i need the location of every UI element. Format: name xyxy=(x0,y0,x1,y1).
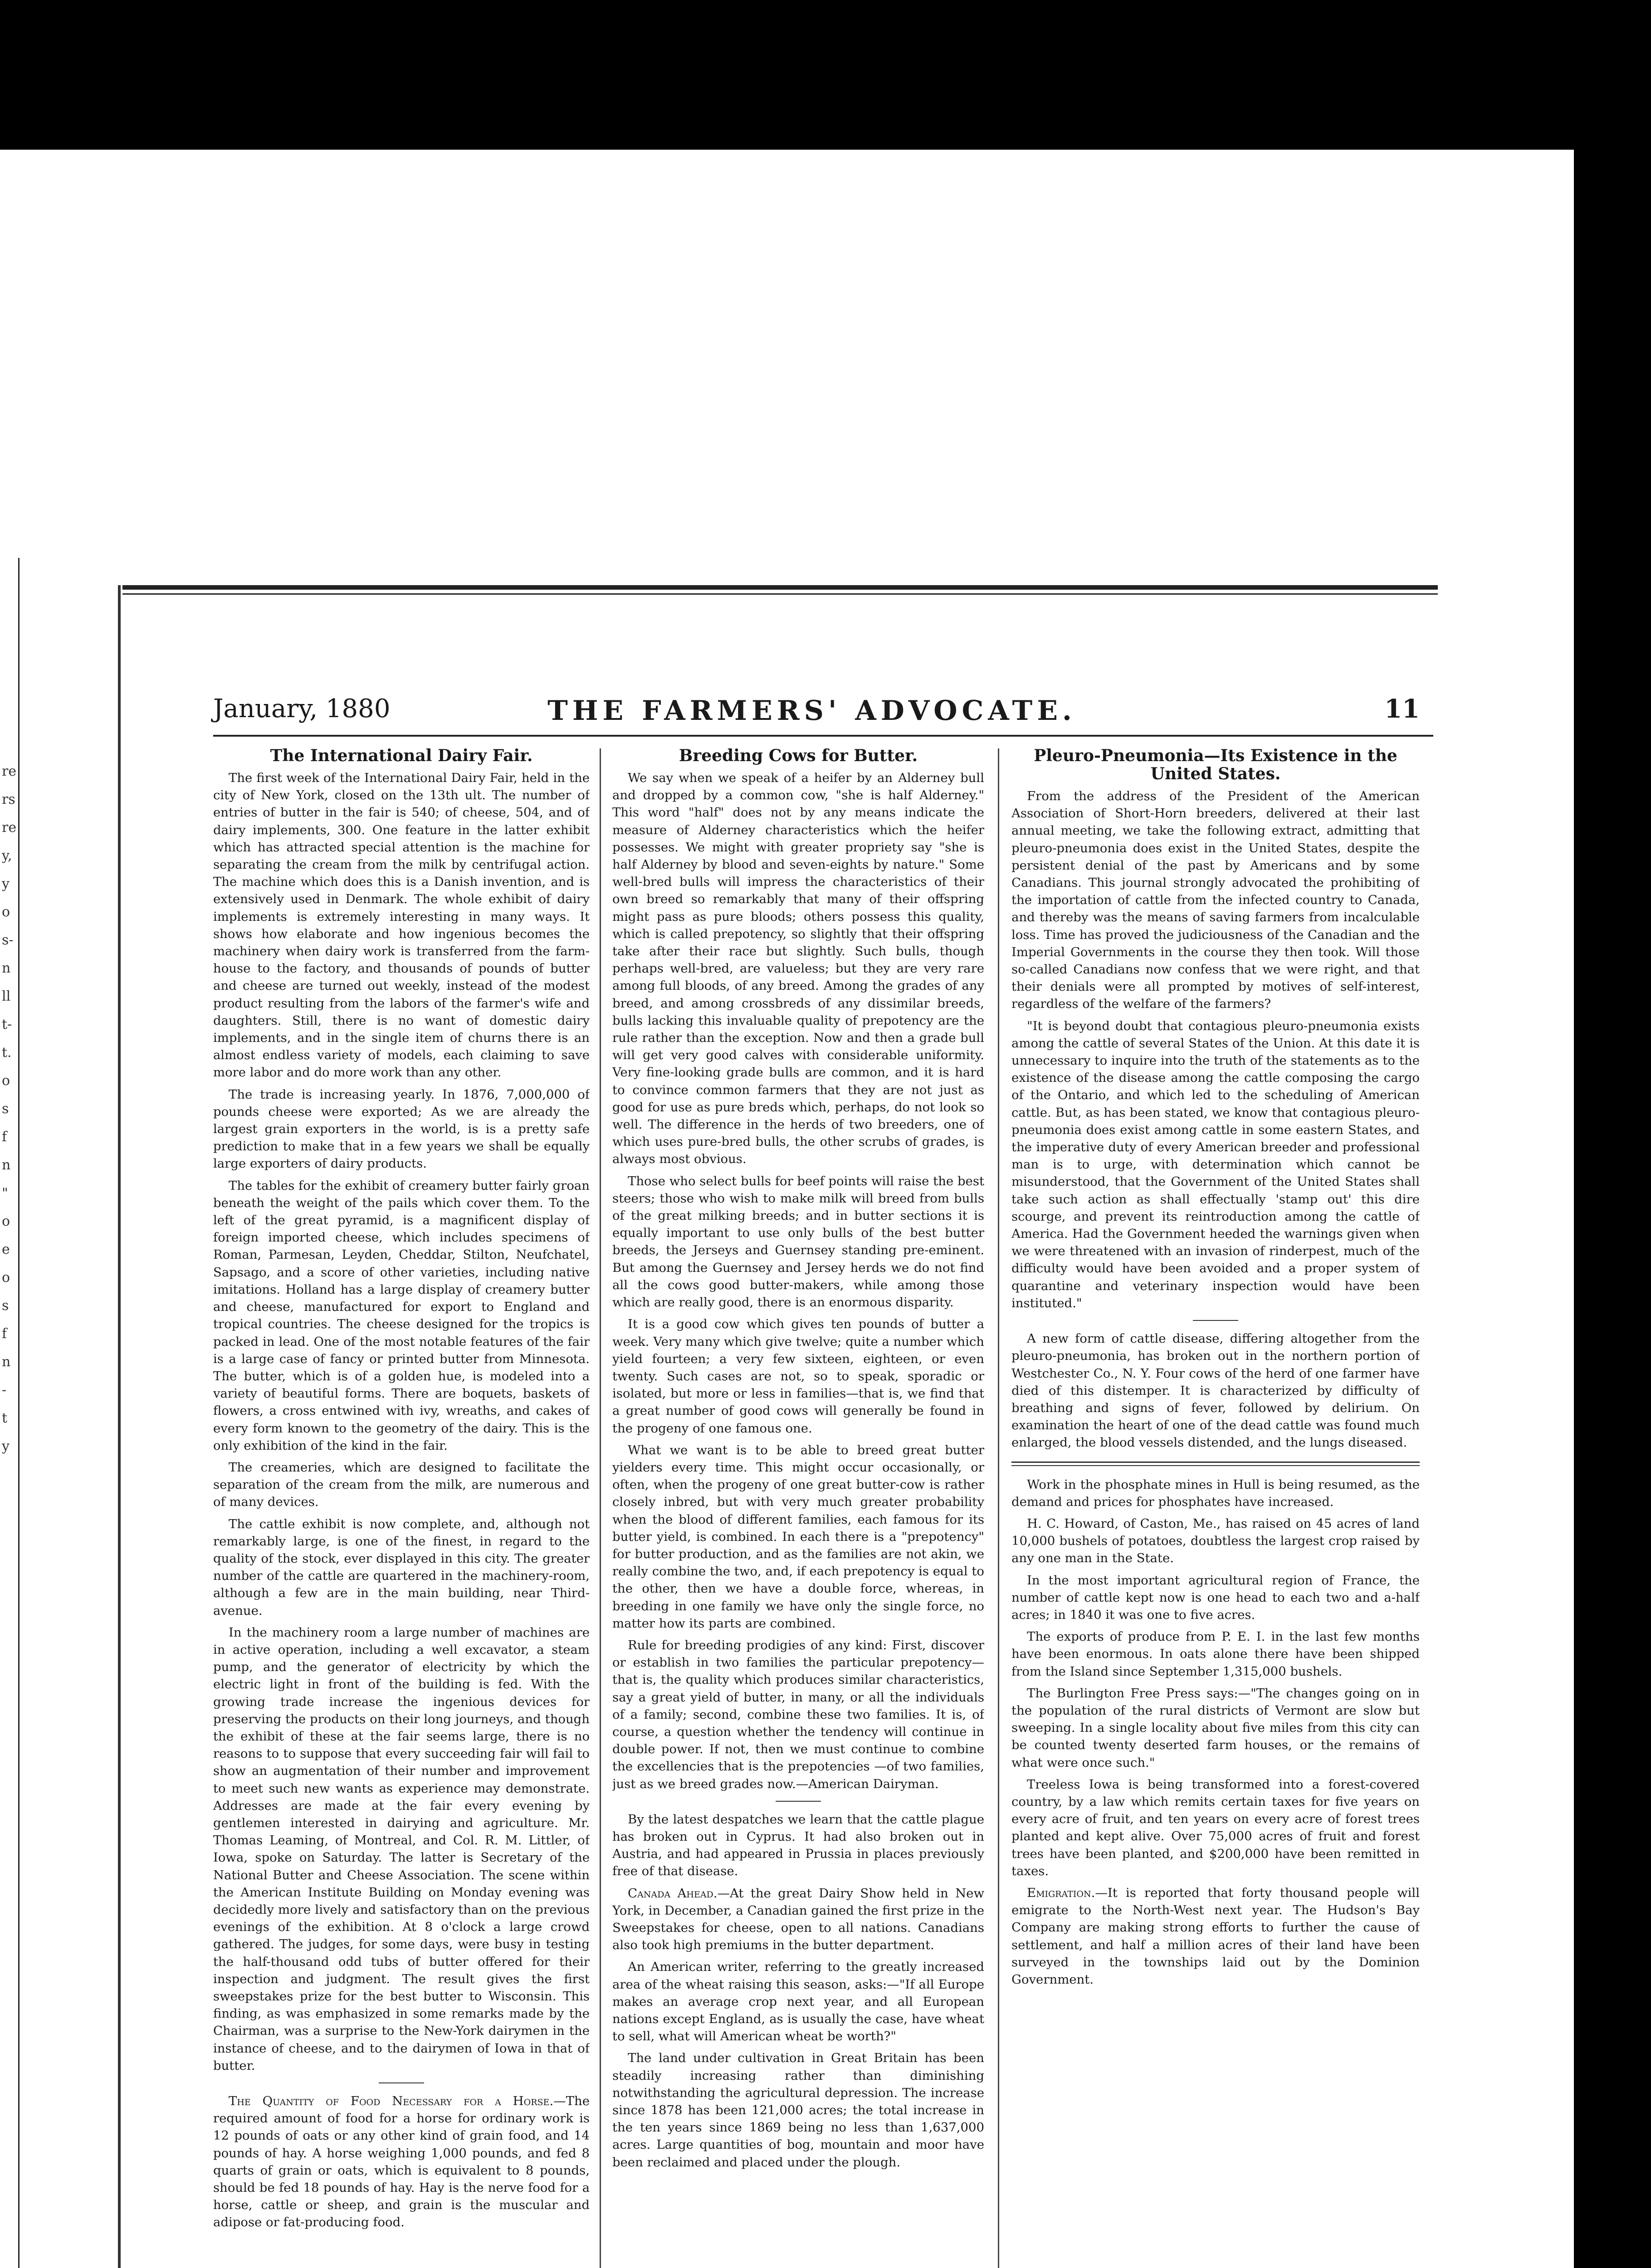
masthead xyxy=(213,694,1429,730)
margin-fragment: re xyxy=(2,820,17,836)
column-2 xyxy=(612,744,984,2268)
margin-fragment: y xyxy=(2,1438,10,1454)
divider xyxy=(379,2082,424,2083)
article-heading: Breeding Cows for Butter. xyxy=(679,746,918,765)
margin-fragment: re xyxy=(2,763,17,779)
article-paragraph xyxy=(213,2092,590,2231)
divider xyxy=(1193,1320,1238,1321)
article-paragraph: Rule for breeding prodigies of any kind: First, discover or establish in two families the particular prepotency—that is, the quality which produces similar characteristics, say a great yield of butter, in many, or all the individuals of a family; second, combine these two families. It is, of course, a question whether the tendency will continue in double power. If not, then we must continue to combine the excellencies that is the prepotencies —of two families, just as we breed grades now.—American Dairyman. xyxy=(612,1637,984,1791)
margin-fragment: e xyxy=(2,1242,10,1257)
margin-fragment: o xyxy=(2,904,10,920)
article-paragraph: What we want is to be able to breed great butter yielders every time. This might occur occasionally, or often, when the progeny of one great butter-cow is rather closely inbred, but with very much greater probability when the blood of different families, each famous for its butter yield, is combined. In each there is a "prepotency" for butter production, and as the families are not akin, we really combine the two, and, if each prepotency is equal to the other, then we have a double force, whereas, in breeding in one family we have only the single force, no matter how its parts are combined. xyxy=(612,1442,984,1631)
double-divider xyxy=(1011,1461,1420,1466)
margin-fragment: f xyxy=(2,1129,7,1145)
top-rule xyxy=(122,585,1438,590)
article-text: —It is reported that forty thousand people will emigrate to the North-West next year. The Hudson's Bay Company are making strong efforts to further the cause of settlement, and half a million acres of their land have been surveyed in the townships laid out by the Dominion Government. xyxy=(1011,1885,1420,1987)
article-paragraph: From the address of the President of the American Association of Short-Horn breeders, delivered at their last annual meeting, we take the following extract, admitting that pleuro-pneumonia does exist in the United States, despite the persistent denial of the past by Americans and by some Canadians. This journal strongly advocated the prohibiting of the importation of cattle from the infected country to Canada, and thereby was the means of saving farmers from incalculable loss. Time has proved the judiciousness of the Canadian and the Imperial Governments in the course they then took. Will those so-called Canadians now confess that we were right, and that their denials were all prompted by motives of self-interest, regardless of the welfare of the farmers? xyxy=(1011,789,1420,1012)
margin-fragment: y xyxy=(2,876,10,892)
article-paragraph: The tables for the exhibit of creamery butter fairly groan beneath the weight of the pails which cover them. To the left of the great pyramid, is a magnificent display of foreign imported cheese, which includes specimens of Roman, Parmesan, Leyden, Cheddar, Stilton, Neufchatel, Sapsago, and a score of other varieties, including native imitations. Holland has a large display of creamery butter and cheese, manufactured for export to England and tropical countries. The cheese designed for the tropics is packed in lead. One of the most notable features of the fair is a large case of fancy or printed butter from Minnesota. The butter, which is of a golden hue, is modeled into a variety of beautiful forms. There are boquets, baskets of flowers, a cross entwined with ivy, wreaths, and cakes of every form known to the geometry of the dairy. This is the only exhibition of the kind in the fair. xyxy=(213,1178,590,1453)
scan-border-top xyxy=(0,0,1651,150)
margin-fragment: o xyxy=(2,1213,10,1229)
article-paragraph: "It is beyond doubt that contagious pleuro-pneumonia exists among the cattle of several States of the Union. At this date it is unnecessary to inquire into the truth of the statements as to the existence of the disease among the cattle composing the cargo of the Ontario, and which led to the scheduling of American cattle. But, as has been stated, we know that contagious pleuro-pneumonia does exist among cattle in some eastern States, and the imperative duty of every American breeder and professional man is to urge, with determination which cannot be misunderstood, that the Government of the United States shall take such action as shall effectually 'stamp out' this dire scourge, and prevent its reintroduction among the cattle of America. Had the Government heeded the warnings given when we were threatened with an invasion of rinderpest, much of the difficulty would have been avoided and a proper system of quarantine and veterinary inspection would have been instituted." xyxy=(1011,1018,1420,1310)
issue-date: January, 1880 xyxy=(213,694,391,723)
margin-fragment: - xyxy=(2,1382,7,1398)
article-paragraph: A new form of cattle disease, differing altogether from the pleuro-pneumonia, has broken out in the northern portion of Westchester Co., N. Y. Four cows of the herd of one farmer have died of this distemper. It is characterized by difficulty of breathing and signs of fever, followed by delirium. On examination the heart of one of the dead cattle was found much enlarged, the blood vessels distended, and the lungs diseased. xyxy=(1011,1331,1420,1450)
article-lead: Canada Ahead. xyxy=(628,1886,718,1901)
previous-page-margin-fragments xyxy=(2,758,15,1461)
article-paragraph: The Burlington Free Press says:—"The changes going on in the population of the rural districts of Vermont are slow but sweeping. In a single locality about five miles from this city can be counted twenty deserted farm houses, or the remains of what were once such." xyxy=(1011,1686,1420,1770)
margin-fragment: ll xyxy=(2,988,11,1004)
margin-fragment: n xyxy=(2,960,11,976)
article-paragraph: An American writer, referring to the greatly increased area of the wheat raising this season, asks:—"If all Europe makes an average crop next year, and all European nations except England, as is usually the case, have wheat to sell, what will American wheat be worth?" xyxy=(612,1960,984,2044)
article-heading: The International Dairy Fair. xyxy=(270,746,533,765)
margin-fragment: rs xyxy=(2,792,15,807)
margin-fragment: n xyxy=(2,1354,11,1370)
margin-fragment: " xyxy=(2,1185,8,1201)
newspaper-page xyxy=(122,585,1438,2268)
article-paragraph: H. C. Howard, of Caston, Me., has raised on 45 acres of land 10,000 bushels of potatoes, doubtless the largest crop raised by any one man in the State. xyxy=(1011,1516,1420,1566)
article-paragraph xyxy=(612,1885,984,1954)
article-lead: The Quantity of Food Necessary for a Horse. xyxy=(229,2094,554,2109)
page-number: 11 xyxy=(1384,694,1420,724)
article-paragraph: It is a good cow which gives ten pounds of butter a week. Very many which give twelve; quite a number which yield fourteen; a very few sixteen, eighteen, or even twenty. Such cases are not, so to speak, sporadic or isolated, but more or less in families—that is, we find that a great number of good cows will generally be found in the progeny of one famous one. xyxy=(612,1317,984,1436)
article-heading: Pleuro-Pneumonia—Its Existence in the United States. xyxy=(1034,746,1397,783)
article-paragraph: The creameries, which are designed to facilitate the separation of the cream from the milk, are numerous and of many devices. xyxy=(213,1460,590,1510)
margin-fragment: t xyxy=(2,1410,8,1426)
scan-border-right xyxy=(1574,0,1651,2268)
column-divider xyxy=(600,748,601,2268)
article-text: —The required amount of food for a horse for ordinary work is 12 pounds of oats or any other kind of grain food, and 14 pounds of hay. A horse weighing 1,000 pounds, and fed 8 quarts of grain or oats, which is equivalent to 8 pounds, should be fed 18 pounds of hay. Hay is the nerve food for a horse, cattle or sheep, and grain is the muscular and adipose or fat-producing food. xyxy=(213,2094,590,2230)
article-paragraph: In the machinery room a large number of machines are in active operation, including a well excavator, a steam pump, and the generator of electricity by which the electric light in front of the building is fed. With the growing trade increase the ingenious devices for preserving the products on their long journeys, and though the exhibit of these at the fair seems large, there is no reasons to to suppose that every succeeding fair will fail to show an augmentation of their number and improvement to meet such new wants as experience may demonstrate. Addresses are made at the fair every evening by gentlemen interested in dairying and agriculture. Mr. Thomas Leaming, of Montreal, and Col. R. M. Littler, of Iowa, spoke on Saturday. The latter is Secretary of the National Butter and Cheese Association. The scene within the American Institute Building on Monday evening was decidedly more lively and satisfactory than on the previous evenings of the exhibition. At 8 o'clock a large crowd gathered. The judges, for some days, were busy in testing the half-thousand odd tubs of butter offered for their inspection and judgment. The result gives the first sweepstakes prize for the best butter to Wisconsin. This finding, as was emphasized in some remarks made by the Chairman, was a surprise to the New-York dairymen in the instance of cheese, and to the dairymen of Iowa in that of butter. xyxy=(213,1625,590,2073)
article-paragraph: The first week of the International Dairy Fair, held in the city of New York, closed on the 13th ult. The number of entries of butter in the fair is 540; of cheese, 504, and of dairy implements, 300. One feature in the latter exhibit which has attracted special attention is the machine for separating the cream from the milk by centrifugal action. The machine which does this is a Danish invention, and is extensively used in Denmark. The whole exhibit of dairy implements is extremely interesting in many ways. It shows how elaborate and how ingenious becomes the machinery when dairy work is transferred from the farm-house to the factory, and thousands of pounds of butter and cheese are turned out weekly, instead of the modest product resulting from the labors of the farmer's wife and daughters. Still, there is no want of domestic dairy implements, and in the single item of churns there is an almost endless variety of models, each claiming to save more labor and do more work than any other. xyxy=(213,771,590,1080)
top-rule-thin xyxy=(122,593,1438,595)
margin-fragment: y, xyxy=(2,848,12,864)
column-divider xyxy=(998,748,999,2268)
margin-fragment: o xyxy=(2,1073,10,1089)
margin-fragment: s- xyxy=(2,932,14,948)
article-paragraph: The exports of produce from P. E. I. in the last few months have been enormous. In oats alone there have been shipped from the Island since September 1,315,000 bushels. xyxy=(1011,1629,1420,1679)
article-lead: Emigration. xyxy=(1027,1885,1095,1900)
left-rule xyxy=(118,585,121,2268)
margin-fragment: t- xyxy=(2,1017,12,1032)
article-paragraph: The cattle exhibit is now complete, and, although not remarkably large, is one of the finest, in regard to the quality of the stock, ever displayed in this city. The greater number of the cattle are quartered in the machinery-room, although a few are in the main building, near Third-avenue. xyxy=(213,1516,590,1618)
article-text: —At the great Dairy Show held in New York, in December, a Canadian gained the first prize in the Sweepstakes for cheese, open to all nations. Canadians also took high premiums in the butter department. xyxy=(612,1886,984,1953)
article-paragraph: We say when we speak of a heifer by an Alderney bull and dropped by a common cow, "she is half Alderney." This word "half" does not by any means indicate the measure of Alderney characteristics which the heifer possesses. We might with greater propriety say "she is half Alderney by blood and seven-eights by nature." Some well-bred bulls will impress the characteristics of their own breed so remarkably that many of their offspring might pass as pure bloods; others possess this quality, which is called prepotency, so slightly that their offspring take after their race but slightly. Such bulls, though perhaps well-bred, are valueless; but they are very rare among full bloods, of any breed. Among the grades of any breed, and among crossbreds of any dissimilar breeds, bulls lacking this invaluable quality of prepotency are the rule rather than the exception. Now and then a grade bull will get very good calves with considerable uniformity. Very fine-looking grade bulls are common, and it is hard to convince common farmers that they are not just as good for use as pure breds which, perhaps, do not look so well. The difference in the herds of two breeders, one of which uses pure-bred bulls, the other scrubs of grades, is always most obvious. xyxy=(612,771,984,1167)
margin-fragment: f xyxy=(2,1326,7,1342)
article-paragraph: Work in the phosphate mines in Hull is being resumed, as the demand and prices for phosphates have increased. xyxy=(1011,1477,1420,1509)
divider xyxy=(776,1801,821,1802)
column-1 xyxy=(213,744,590,2268)
article-paragraph xyxy=(1011,1884,1420,1988)
article-paragraph: By the latest despatches we learn that the cattle plague has broken out in Cyprus. It had also broken out in Austria, and had appeared in Prussia in places previously free of that disease. xyxy=(612,1812,984,1879)
article-paragraph: Those who select bulls for beef points will raise the best steers; those who wish to make milk will breed from bulls of the great milking breeds; and in butter sections it is equally important to use only bulls of the best butter breeds, the Jerseys and Guernsey standing pre-eminent. But among the Guernsey and Jersey herds we do not find all the cows good butter-makers, while among those which are really good, there is an enormous disparity. xyxy=(612,1173,984,1310)
margin-fragment: s xyxy=(2,1101,9,1117)
masthead-rule xyxy=(213,735,1433,737)
article-paragraph: Treeless Iowa is being transformed into a forest-covered country, by a law which remits certain taxes for five years on every acre of fruit, and ten years on every acre of forest trees planted and kept alive. Over 75,000 acres of fruit and forest trees have been planted, and $200,000 have been remitted in taxes. xyxy=(1011,1777,1420,1878)
margin-fragment: o xyxy=(2,1270,10,1286)
margin-fragment: t. xyxy=(2,1045,12,1061)
article-paragraph: The land under cultivation in Great Britain has been steadily increasing rather than diminishing notwithstanding the agricultural depression. The increase since 1878 has been 121,000 acres; the total increase in the ten years since 1869 being no less than 1,637,000 acres. Large quantities of bog, mountain and moor have been reclaimed and placed under the plough. xyxy=(612,2051,984,2170)
margin-fragment: s xyxy=(2,1298,9,1314)
article-paragraph: In the most important agricultural region of France, the number of cattle kept now is one head to each two and a-half acres; in 1840 it was one to five acres. xyxy=(1011,1573,1420,1622)
article-paragraph: The trade is increasing yearly. In 1876, 7,000,000 of pounds cheese were exported; As we are already the largest grain exporters in the world, is is a pretty safe prediction to make that in a few years we shall be equally large exporters of dairy products. xyxy=(213,1087,590,1171)
margin-fragment: n xyxy=(2,1157,11,1173)
column-3 xyxy=(1011,744,1420,2268)
publication-title: THE FARMERS' ADVOCATE. xyxy=(547,695,1076,727)
